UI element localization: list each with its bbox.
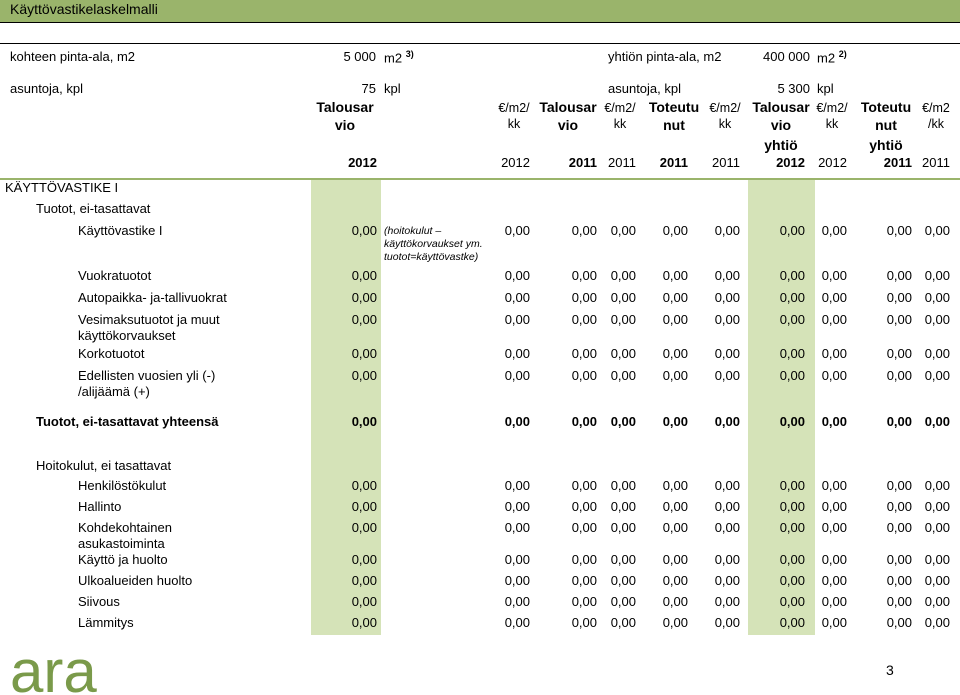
- table-cell-value: 0,00: [886, 414, 912, 429]
- table-cell-value: 0,00: [714, 312, 740, 327]
- table-cell-value: 0,00: [714, 223, 740, 238]
- table-cell-value: 0,00: [886, 290, 912, 305]
- table-cell-value: 0,00: [610, 478, 636, 493]
- table-cell-value: 0,00: [821, 290, 847, 305]
- row-label: Kohdekohtainen asukastoiminta: [78, 520, 172, 551]
- table-cell-value: 0,00: [924, 573, 950, 588]
- table-cell-value: 0,00: [662, 312, 688, 327]
- table-cell-value: 0,00: [571, 499, 597, 514]
- table-cell-value: 0,00: [571, 615, 597, 630]
- column-header-line: vio: [557, 117, 579, 133]
- info-apartments-label: asuntoja, kpl: [10, 81, 83, 96]
- table-cell-value: 0,00: [886, 573, 912, 588]
- column-header-line: nut: [663, 117, 685, 133]
- table-cell-value: 0,00: [571, 414, 597, 429]
- table-cell-value: 0,00: [571, 594, 597, 609]
- column-header-line: kk: [613, 117, 627, 131]
- column-header-line: nut: [875, 117, 897, 133]
- table-cell-value: 0,00: [504, 478, 530, 493]
- table-cell-value: 0,00: [714, 368, 740, 383]
- table-cell-value: 0,00: [924, 615, 950, 630]
- table-cell-value: 0,00: [714, 615, 740, 630]
- table-cell-value: 0,00: [886, 478, 912, 493]
- table-cell-value: 0,00: [351, 478, 377, 493]
- table-cell-value: 0,00: [821, 573, 847, 588]
- column-header-line: yhtiö: [764, 137, 798, 153]
- table-cell-value: 0,00: [779, 414, 805, 429]
- table-cell-value: 0,00: [779, 478, 805, 493]
- table-cell-value: 0,00: [779, 346, 805, 361]
- table-cell-value: 0,00: [571, 346, 597, 361]
- column-header: [812, 100, 852, 150]
- table-cell-value: 0,00: [886, 312, 912, 327]
- table-cell-value: 0,00: [610, 223, 636, 238]
- table-cell-value: 0,00: [779, 520, 805, 535]
- table-cell-value: 0,00: [821, 499, 847, 514]
- table-cell-value: 0,00: [610, 346, 636, 361]
- table-cell-value: 0,00: [821, 346, 847, 361]
- column-header-line: Talousar: [539, 99, 597, 115]
- column-year: 2011: [608, 155, 636, 170]
- footnote-2: 2): [838, 49, 847, 59]
- table-cell-value: 0,00: [351, 312, 377, 327]
- column-header-line: vio: [334, 117, 356, 133]
- info-company-area-value: 400 000: [763, 49, 810, 64]
- table-cell-value: 0,00: [924, 290, 950, 305]
- row-label: Tuotot, ei-tasattavat yhteensä: [36, 414, 219, 429]
- column-header: [748, 98, 814, 154]
- column-header: [644, 98, 704, 154]
- table-cell-value: 0,00: [351, 223, 377, 238]
- column-year: 2011: [883, 155, 912, 170]
- info-divider: [0, 43, 960, 44]
- table-cell-value: 0,00: [662, 346, 688, 361]
- logo-text: ara: [10, 648, 97, 694]
- table-cell-value: 0,00: [571, 290, 597, 305]
- column-year: 2012: [501, 155, 530, 170]
- column-header-line: [812, 134, 852, 150]
- table-cell-value: 0,00: [504, 499, 530, 514]
- table-cell-value: 0,00: [504, 552, 530, 567]
- table-cell-value: 0,00: [924, 414, 950, 429]
- page-number: 3: [886, 662, 894, 678]
- column-header-line: kk: [718, 117, 732, 131]
- column-header-line: kk: [825, 117, 839, 131]
- table-cell-value: 0,00: [886, 346, 912, 361]
- table-cell-value: 0,00: [779, 573, 805, 588]
- table-cell-value: 0,00: [714, 268, 740, 283]
- table-cell-value: 0,00: [662, 414, 688, 429]
- table-cell-value: 0,00: [610, 552, 636, 567]
- table-cell-value: 0,00: [504, 594, 530, 609]
- info-company-area-label: yhtiön pinta-ala, m2: [608, 49, 722, 64]
- footnote-3: 3): [405, 49, 414, 59]
- table-cell-value: 0,00: [571, 573, 597, 588]
- table-cell-value: 0,00: [821, 268, 847, 283]
- table-cell-value: 0,00: [924, 499, 950, 514]
- table-cell-value: 0,00: [924, 520, 950, 535]
- table-cell-value: 0,00: [351, 573, 377, 588]
- column-header-line: Talousar: [752, 99, 810, 115]
- table-cell-value: 0,00: [662, 573, 688, 588]
- table-cell-value: 0,00: [351, 414, 377, 429]
- info-apartments-unit: kpl: [384, 81, 401, 96]
- title-bar: [0, 0, 960, 22]
- column-header: [916, 100, 956, 150]
- info-company-apartments-label: asuntoja, kpl: [608, 81, 681, 96]
- column-header: [705, 100, 745, 150]
- table-cell-value: 0,00: [504, 268, 530, 283]
- table-cell-value: 0,00: [821, 520, 847, 535]
- table-cell-value: 0,00: [351, 268, 377, 283]
- column-header: [310, 98, 380, 154]
- table-cell-value: 0,00: [779, 552, 805, 567]
- info-company-apartments-value: 5 300: [777, 81, 810, 96]
- column-header-line: [705, 134, 745, 150]
- table-cell-value: 0,00: [821, 368, 847, 383]
- column-year: 2011: [659, 155, 688, 170]
- table-cell-value: 0,00: [662, 290, 688, 305]
- table-cell-value: 0,00: [779, 312, 805, 327]
- table-cell-value: 0,00: [886, 223, 912, 238]
- info-company-apartments-unit: kpl: [817, 81, 834, 96]
- column-year: 2012: [818, 155, 847, 170]
- table-cell-value: 0,00: [924, 552, 950, 567]
- column-header-line: /kk: [928, 117, 944, 131]
- row-label: Edellisten vuosien yli (-) /alijäämä (+): [78, 368, 216, 399]
- table-cell-value: 0,00: [662, 499, 688, 514]
- table-cell-value: 0,00: [610, 414, 636, 429]
- column-header-line: Toteutu: [648, 99, 700, 115]
- row-label: Henkilöstökulut: [78, 478, 167, 493]
- table-cell-value: 0,00: [662, 594, 688, 609]
- table-cell-value: 0,00: [662, 368, 688, 383]
- table-cell-value: 0,00: [351, 290, 377, 305]
- column-header: [533, 98, 603, 154]
- table-cell-value: 0,00: [714, 573, 740, 588]
- table-cell-value: 0,00: [662, 552, 688, 567]
- column-header: [856, 98, 916, 154]
- table-cell-value: 0,00: [714, 594, 740, 609]
- table-cell-value: 0,00: [351, 552, 377, 567]
- table-cell-value: 0,00: [924, 268, 950, 283]
- table-cell-value: 0,00: [779, 268, 805, 283]
- table-cell-value: 0,00: [351, 346, 377, 361]
- column-header-line: €/m2: [922, 101, 950, 115]
- table-cell-value: 0,00: [504, 520, 530, 535]
- table-cell-value: 0,00: [924, 346, 950, 361]
- table-cell-value: 0,00: [779, 368, 805, 383]
- column-header-line: €/m2/: [604, 101, 636, 115]
- table-cell-value: 0,00: [571, 368, 597, 383]
- table-cell-value: 0,00: [662, 223, 688, 238]
- table-cell-value: 0,00: [351, 368, 377, 383]
- table-cell-value: 0,00: [821, 594, 847, 609]
- column-header-line: kk: [507, 117, 521, 131]
- column-year: 2011: [922, 155, 950, 170]
- cost-group-title: Hoitokulut, ei tasattavat: [36, 458, 172, 473]
- table-cell-value: 0,00: [351, 615, 377, 630]
- table-cell-value: 0,00: [571, 223, 597, 238]
- table-cell-value: 0,00: [504, 346, 530, 361]
- table-cell-value: 0,00: [504, 312, 530, 327]
- table-cell-value: 0,00: [351, 520, 377, 535]
- table-cell-value: 0,00: [610, 573, 636, 588]
- table-cell-value: 0,00: [821, 414, 847, 429]
- table-cell-value: 0,00: [714, 499, 740, 514]
- table-cell-value: 0,00: [571, 552, 597, 567]
- column-header-line: €/m2/: [498, 101, 530, 115]
- column-header-line: Talousar: [316, 99, 374, 115]
- table-cell-value: 0,00: [714, 346, 740, 361]
- table-cell-value: 0,00: [886, 594, 912, 609]
- table-cell-value: 0,00: [924, 312, 950, 327]
- table-cell-value: 0,00: [610, 368, 636, 383]
- table-cell-value: 0,00: [504, 414, 530, 429]
- table-cell-value: 0,00: [610, 594, 636, 609]
- table-cell-value: 0,00: [662, 478, 688, 493]
- table-cell-value: 0,00: [504, 573, 530, 588]
- table-cell-value: 0,00: [610, 499, 636, 514]
- column-header-line: [644, 136, 704, 154]
- table-cell-value: 0,00: [924, 478, 950, 493]
- row-label: Lämmitys: [78, 615, 134, 630]
- table-cell-value: 0,00: [351, 594, 377, 609]
- info-area-value: 5 000: [343, 49, 376, 64]
- table-cell-value: 0,00: [779, 499, 805, 514]
- info-area-unit: m2 $^{3)}$: [384, 49, 414, 66]
- income-note: (hoitokulut – käyttökorvaukset ym. tuotot=käyttövastke): [384, 225, 483, 263]
- table-cell-value: 0,00: [821, 223, 847, 238]
- column-header-line: [310, 136, 380, 154]
- row-label: Ulkoalueiden huolto: [78, 573, 193, 588]
- table-cell-value: 0,00: [571, 478, 597, 493]
- table-cell-value: 0,00: [504, 615, 530, 630]
- table-cell-value: 0,00: [886, 552, 912, 567]
- column-year: 2011: [568, 155, 597, 170]
- column-year: 2011: [712, 155, 740, 170]
- table-cell-value: 0,00: [924, 223, 950, 238]
- table-cell-value: 0,00: [924, 368, 950, 383]
- table-cell-value: 0,00: [571, 312, 597, 327]
- table-cell-value: 0,00: [886, 268, 912, 283]
- income-group-title: Tuotot, ei-tasattavat: [36, 201, 151, 216]
- table-cell-value: 0,00: [351, 499, 377, 514]
- row-label: Käyttövastike I: [78, 223, 163, 238]
- table-cell-value: 0,00: [779, 594, 805, 609]
- page-title: Käyttövastikelaskelmalli: [10, 1, 158, 17]
- table-cell-value: 0,00: [821, 552, 847, 567]
- column-header-line: Toteutu: [860, 99, 912, 115]
- table-cell-value: 0,00: [504, 368, 530, 383]
- column-header-line: [602, 134, 638, 150]
- column-header-line: [494, 134, 534, 150]
- info-apartments-value: 75: [361, 81, 376, 96]
- column-header-line: [916, 134, 956, 150]
- table-cell-value: 0,00: [571, 520, 597, 535]
- column-header: [602, 100, 638, 150]
- table-cell-value: 0,00: [779, 615, 805, 630]
- table-cell-value: 0,00: [714, 478, 740, 493]
- table-cell-value: 0,00: [504, 290, 530, 305]
- info-company-area-unit: m2 $^{2)}$: [817, 49, 847, 66]
- column-header-line: €/m2/: [709, 101, 741, 115]
- row-label: Hallinto: [78, 499, 122, 514]
- table-cell-value: 0,00: [779, 290, 805, 305]
- ara-logo: [10, 648, 145, 694]
- row-label: Autopaikka- ja-tallivuokrat: [78, 290, 227, 305]
- table-cell-value: 0,00: [821, 478, 847, 493]
- column-header-line: yhtiö: [869, 137, 903, 153]
- table-cell-value: 0,00: [886, 368, 912, 383]
- table-cell-value: 0,00: [714, 552, 740, 567]
- table-cell-value: 0,00: [886, 615, 912, 630]
- table-cell-value: 0,00: [504, 223, 530, 238]
- table-cell-value: 0,00: [714, 520, 740, 535]
- table-cell-value: 0,00: [610, 268, 636, 283]
- table-cell-value: 0,00: [610, 290, 636, 305]
- row-label: Korkotuotot: [78, 346, 145, 361]
- table-cell-value: 0,00: [886, 520, 912, 535]
- section-header-band: [0, 178, 960, 180]
- title-divider: [0, 22, 960, 23]
- table-cell-value: 0,00: [886, 499, 912, 514]
- column-header-line: €/m2/: [816, 101, 848, 115]
- table-cell-value: 0,00: [610, 520, 636, 535]
- row-label: Vesimaksutuotot ja muut käyttökorvaukset: [78, 312, 220, 343]
- table-cell-value: 0,00: [662, 268, 688, 283]
- table-cell-value: 0,00: [779, 223, 805, 238]
- row-label: Käyttö ja huolto: [78, 552, 168, 567]
- row-label: Vuokratuotot: [78, 268, 152, 283]
- column-year: 2012: [348, 155, 377, 170]
- table-cell-value: 0,00: [821, 312, 847, 327]
- table-cell-value: 0,00: [924, 594, 950, 609]
- column-header: [494, 100, 534, 150]
- info-area-label: kohteen pinta-ala, m2: [10, 49, 136, 64]
- table-cell-value: 0,00: [662, 520, 688, 535]
- table-cell-value: 0,00: [821, 615, 847, 630]
- table-cell-value: 0,00: [610, 615, 636, 630]
- table-cell-value: 0,00: [714, 414, 740, 429]
- column-header-line: vio: [770, 117, 792, 133]
- section-title: KÄYTTÖVASTIKE I: [5, 180, 119, 195]
- table-cell-value: 0,00: [571, 268, 597, 283]
- row-label: Siivous: [78, 594, 120, 609]
- table-cell-value: 0,00: [662, 615, 688, 630]
- column-year: 2012: [776, 155, 805, 170]
- table-cell-value: 0,00: [610, 312, 636, 327]
- column-header-line: [533, 136, 603, 154]
- table-cell-value: 0,00: [714, 290, 740, 305]
